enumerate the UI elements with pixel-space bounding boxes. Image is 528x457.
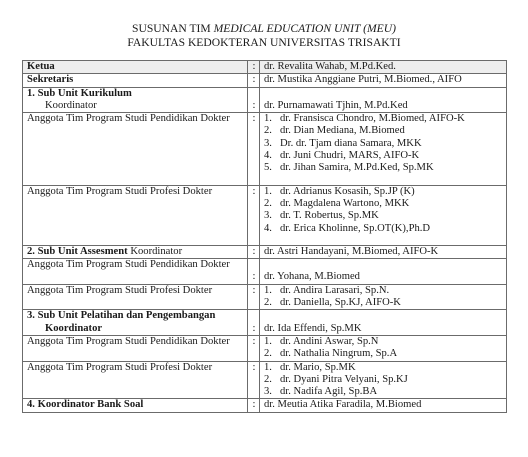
table-row [23, 259, 507, 285]
separator-cell [248, 87, 260, 113]
unit1-ppdp-label: Anggota Tim Program Studi Profesi Dokter [23, 185, 248, 245]
member-list [264, 113, 503, 174]
unit1-coord-value: dr. Purnamawati Tjhin, M.Pd.Ked [264, 99, 408, 111]
unit3-heading-cell [23, 310, 248, 336]
list-item: 3. dr. T. Robertus, Sp.MK [264, 210, 379, 222]
document-title [0, 22, 528, 36]
table-row [23, 361, 507, 399]
table-row [23, 335, 507, 361]
separator-cell [248, 310, 260, 336]
separator: : [248, 74, 260, 87]
list-item: 2. dr. Dian Mediana, M.Biomed [264, 125, 405, 137]
unit1-ppd-label: Anggota Tim Program Studi Pendidikan Dokter [23, 113, 248, 185]
unit1-heading-cell [23, 87, 248, 113]
separator: : [248, 399, 260, 412]
unit2-ppd-cell [260, 259, 507, 285]
unit2-coord-value: dr. Astri Handayani, M.Biomed, AIFO-K [260, 245, 507, 258]
document-subtitle: FAKULTAS KEDOKTERAN UNIVERSITAS TRISAKTI [127, 36, 401, 49]
team-structure-table [22, 60, 507, 413]
list-item: 5. dr. Jihan Samira, M.Pd.Ked, Sp.MK [264, 162, 434, 174]
sekretaris-label: Sekretaris [23, 74, 248, 87]
member-list [264, 186, 503, 235]
member-list [264, 285, 503, 310]
list-item: 3. dr. Nadifa Agil, Sp.BA [264, 386, 378, 398]
separator: : [248, 185, 260, 245]
separator: : [248, 335, 260, 361]
unit3-ppd-label: Anggota Tim Program Studi Pendidikan Dokter [23, 335, 248, 361]
separator: : [252, 271, 256, 283]
unit1-ppd-cell [260, 113, 507, 185]
title-prefix: SUSUNAN TIM [132, 22, 214, 35]
unit3-heading: 3. Sub Unit Pelatihan dan Pengembangan [27, 310, 216, 322]
separator: : [252, 99, 256, 111]
unit1-ppdp-cell [260, 185, 507, 245]
list-item: 3. Dr. dr. Tjam diana Samara, MKK [264, 137, 422, 149]
table-row [23, 399, 507, 412]
list-item: 2. dr. Dyani Pitra Velyani, Sp.KJ [264, 373, 408, 385]
ketua-label: Ketua [23, 61, 248, 74]
list-item: 4. dr. Juni Chudri, MARS, AIFO-K [264, 150, 420, 162]
list-item: 2. dr. Daniella, Sp.KJ, AIFO-K [264, 297, 401, 309]
table-row [23, 61, 507, 74]
unit1-coord-cell [260, 87, 507, 113]
unit2-ppdp-cell [260, 284, 507, 310]
unit3-ppdp-cell [260, 361, 507, 399]
separator: : [248, 245, 260, 258]
table-row [23, 87, 507, 113]
ketua-value: dr. Revalita Wahab, M.Pd.Ked. [260, 61, 507, 74]
unit3-coord-value: dr. Ida Effendi, Sp.MK [264, 322, 362, 334]
list-item: 1. dr. Adrianus Kosasih, Sp.JP (K) [264, 185, 415, 197]
unit2-heading: 2. Sub Unit Assesment [27, 245, 128, 257]
unit2-heading-cell [23, 245, 248, 258]
separator-cell [248, 259, 260, 285]
unit2-ppd-value: dr. Yohana, M.Biomed [264, 271, 360, 283]
list-item: 2. dr. Magdalena Wartono, MKK [264, 197, 410, 209]
separator: : [248, 284, 260, 310]
member-list [264, 336, 503, 361]
member-list [264, 362, 503, 399]
sekretaris-value: dr. Mustika Anggiane Putri, M.Biomed., AIFO [260, 74, 507, 87]
list-item: 1. dr. Andira Larasari, Sp.N. [264, 284, 390, 296]
separator: : [248, 113, 260, 185]
unit3-coord-label: Koordinator [45, 322, 103, 334]
list-item: 1. dr. Fransisca Chondro, M.Biomed, AIFO-K [264, 113, 465, 125]
unit2-ppd-label: Anggota Tim Program Studi Pendidikan Dokter [23, 259, 248, 285]
list-item: 1. dr. Andini Aswar, Sp.N [264, 335, 379, 347]
table-row [23, 245, 507, 258]
separator: : [248, 361, 260, 399]
unit3-ppdp-label: Anggota Tim Program Studi Profesi Dokter [23, 361, 248, 399]
unit1-coord-label: Koordinator [45, 99, 97, 111]
unit1-heading: 1. Sub Unit Kurikulum [27, 87, 132, 99]
separator: : [252, 322, 256, 334]
unit3-ppd-cell [260, 335, 507, 361]
unit2-ppdp-label: Anggota Tim Program Studi Profesi Dokter [23, 284, 248, 310]
unit4-value: dr. Meutia Atika Faradila, M.Biomed [260, 399, 507, 412]
unit4-heading: 4. Koordinator Bank Soal [23, 399, 248, 412]
table-row [23, 310, 507, 336]
table-row [23, 185, 507, 245]
unit2-coord-label: Koordinator [127, 245, 183, 257]
table-row [23, 113, 507, 185]
list-item: 4. dr. Erica Kholinne, Sp.OT(K),Ph.D [264, 222, 431, 234]
table-row [23, 74, 507, 87]
unit3-coord-cell [260, 310, 507, 336]
separator: : [248, 61, 260, 74]
list-item: 1. dr. Mario, Sp.MK [264, 361, 356, 373]
title-italic: MEDICAL EDUCATION UNIT (MEU) [213, 22, 396, 35]
list-item: 2. dr. Nathalia Ningrum, Sp.A [264, 348, 398, 360]
table-row [23, 284, 507, 310]
